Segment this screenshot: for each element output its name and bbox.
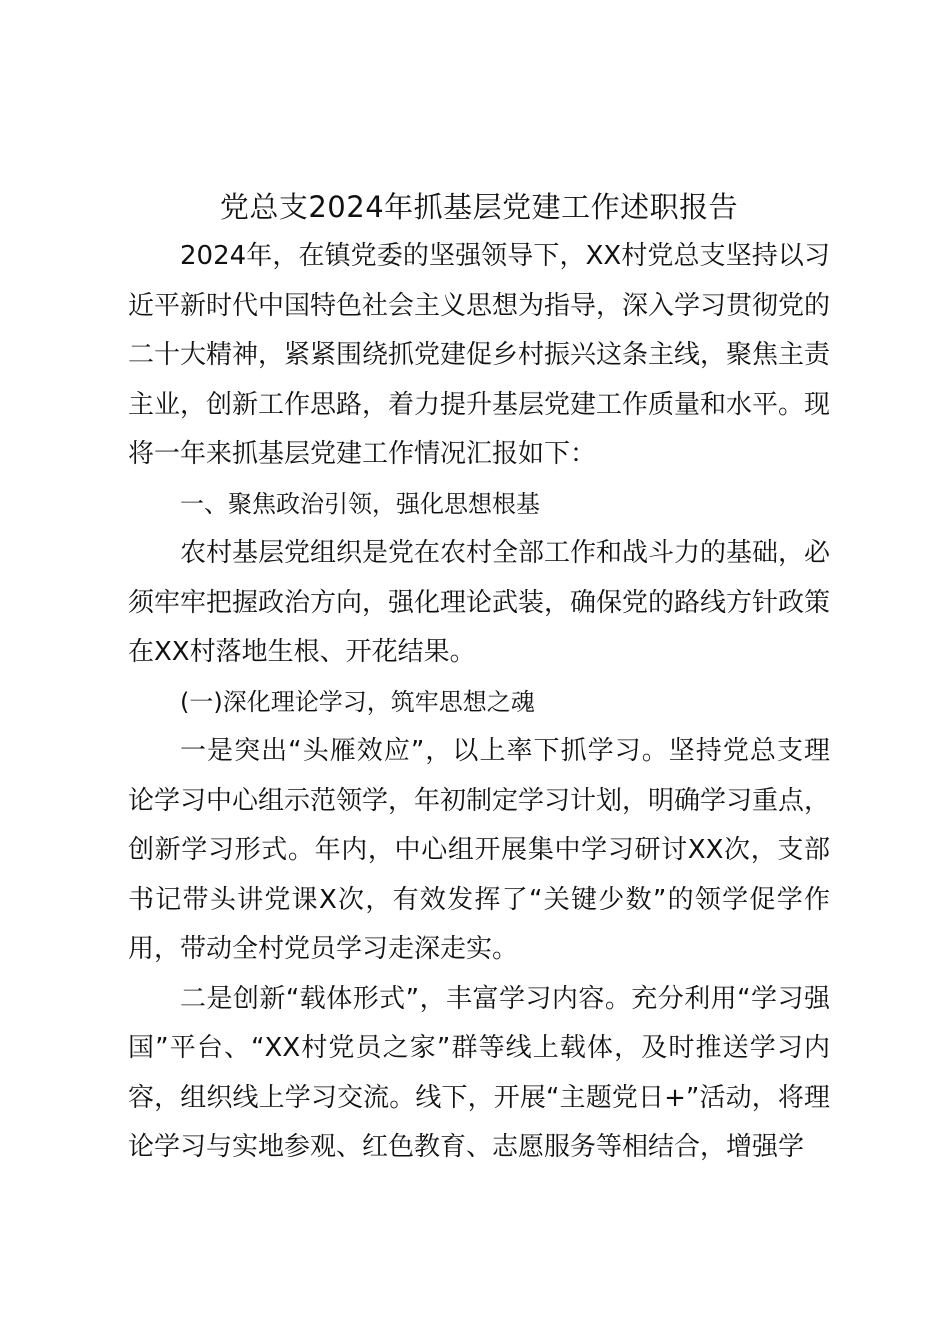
body-paragraph-1: 一是突出“头雁效应”，以上率下抓学习。坚持党总支理论学习中心组示范领学，年初制定学习计划，明确学习重点，创新学习形式。年内，中心组开展集中学习研讨XX次，支部书记带头讲党课X次，有效发挥了“关键少数”的领学促学作用，带动全村党员学习走深走实。 [128, 736, 831, 964]
intro-paragraph: 2024年，在镇党委的坚强领导下，XX村党总支坚持以习近平新时代中国特色社会主义思想为指导，深入学习贯彻党的二十大精神，紧紧围绕抓党建促乡村振兴这条主线，聚焦主责主业，创新工作思路，着力提升基层党建工作质量和水平。现将一年来抓基层党建工作情况汇报如下： [128, 241, 831, 469]
section-1-paragraph: 农村基层党组织是党在农村全部工作和战斗力的基础，必须牢牢把握政治方向，强化理论武装，确保党的路线方针政策在XX村落地生根、开花结果。 [128, 538, 831, 667]
section-heading-1: 一、聚焦政治引领，强化思想根基 [180, 489, 540, 518]
subsection-heading-1: (一)深化理论学习，筑牢思想之魂 [180, 687, 535, 716]
body-paragraph-2: 二是创新“载体形式”，丰富学习内容。充分利用“学习强国”平台、“XX村党员之家”群等线上载体，及时推送学习内容，组织线上学习交流。线下，开展“主题党日+”活动，将理论学习与实地参观、红色教育、志愿服务等相结合，增强学 [128, 983, 830, 1162]
document-title: 党总支2024年抓基层党建工作述职报告 [219, 190, 739, 224]
document-body [128, 180, 830, 1173]
